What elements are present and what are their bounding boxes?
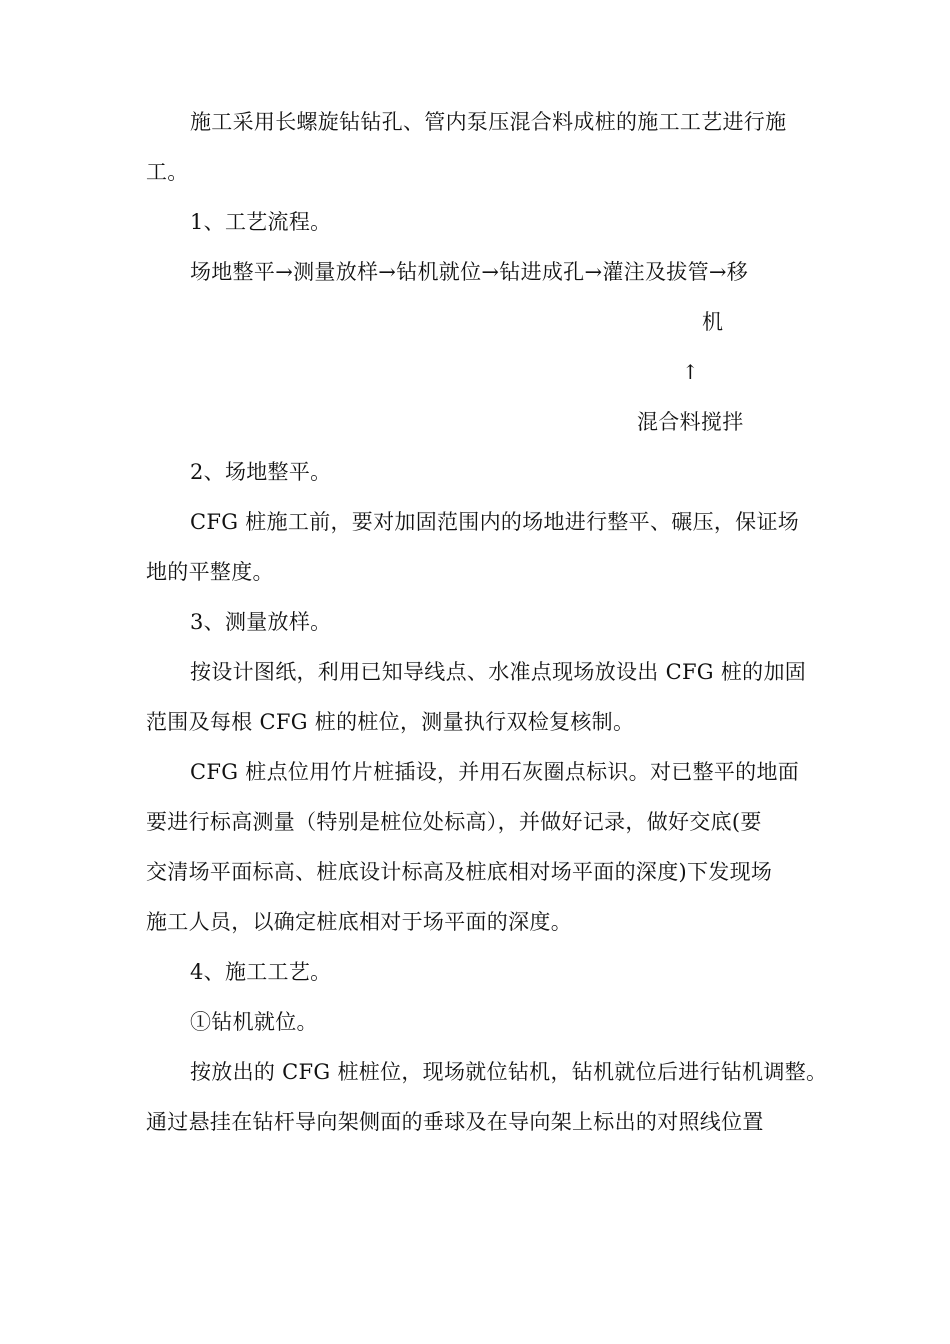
paragraph-rig-line1: 按放出的 CFG 桩桩位，现场就位钻机，钻机就位后进行钻机调整。 (190, 1060, 828, 1084)
heading-site-leveling: 2、场地整平。 (190, 460, 332, 484)
heading-survey: 3、测量放样。 (190, 610, 332, 634)
paragraph-survey-line1: 按设计图纸，利用已知导线点、水准点现场放设出 CFG 桩的加固 (190, 660, 807, 684)
process-flow-end: 机 (702, 310, 724, 334)
paragraph-intro-line2: 工。 (146, 160, 189, 184)
paragraph-leveling-line2: 地的平整度。 (146, 560, 274, 584)
heading-construction-process: 4、施工工艺。 (190, 960, 332, 984)
heading-process-flow: 1、工艺流程。 (190, 210, 332, 234)
process-flow-mixing: 混合料搅拌 (637, 410, 744, 434)
paragraph-marking-line4: 施工人员，以确定桩底相对于场平面的深度。 (146, 910, 572, 934)
paragraph-marking-line3: 交清场平面标高、桩底设计标高及桩底相对场平面的深度)下发现场 (146, 860, 773, 884)
paragraph-marking-line2: 要进行标高测量（特别是桩位处标高），并做好记录，做好交底(要 (146, 810, 762, 834)
paragraph-intro-line1: 施工采用长螺旋钻钻孔、管内泵压混合料成桩的施工工艺进行施 (190, 110, 787, 134)
paragraph-marking-line1: CFG 桩点位用竹片桩插设，并用石灰圈点标识。对已整平的地面 (190, 760, 800, 784)
paragraph-leveling-line1: CFG 桩施工前，要对加固范围内的场地进行整平、碾压，保证场 (190, 510, 800, 534)
paragraph-survey-line2: 范围及每根 CFG 桩的桩位，测量执行双检复核制。 (146, 710, 635, 734)
process-flow-chain: 场地整平→测量放样→钻机就位→钻进成孔→灌注及拔管→移 (190, 260, 749, 284)
up-arrow-icon: ↑ (682, 360, 700, 384)
paragraph-rig-line2: 通过悬挂在钻杆导向架侧面的垂球及在导向架上标出的对照线位置 (146, 1110, 764, 1134)
subheading-rig-positioning: ①钻机就位。 (190, 1010, 318, 1034)
